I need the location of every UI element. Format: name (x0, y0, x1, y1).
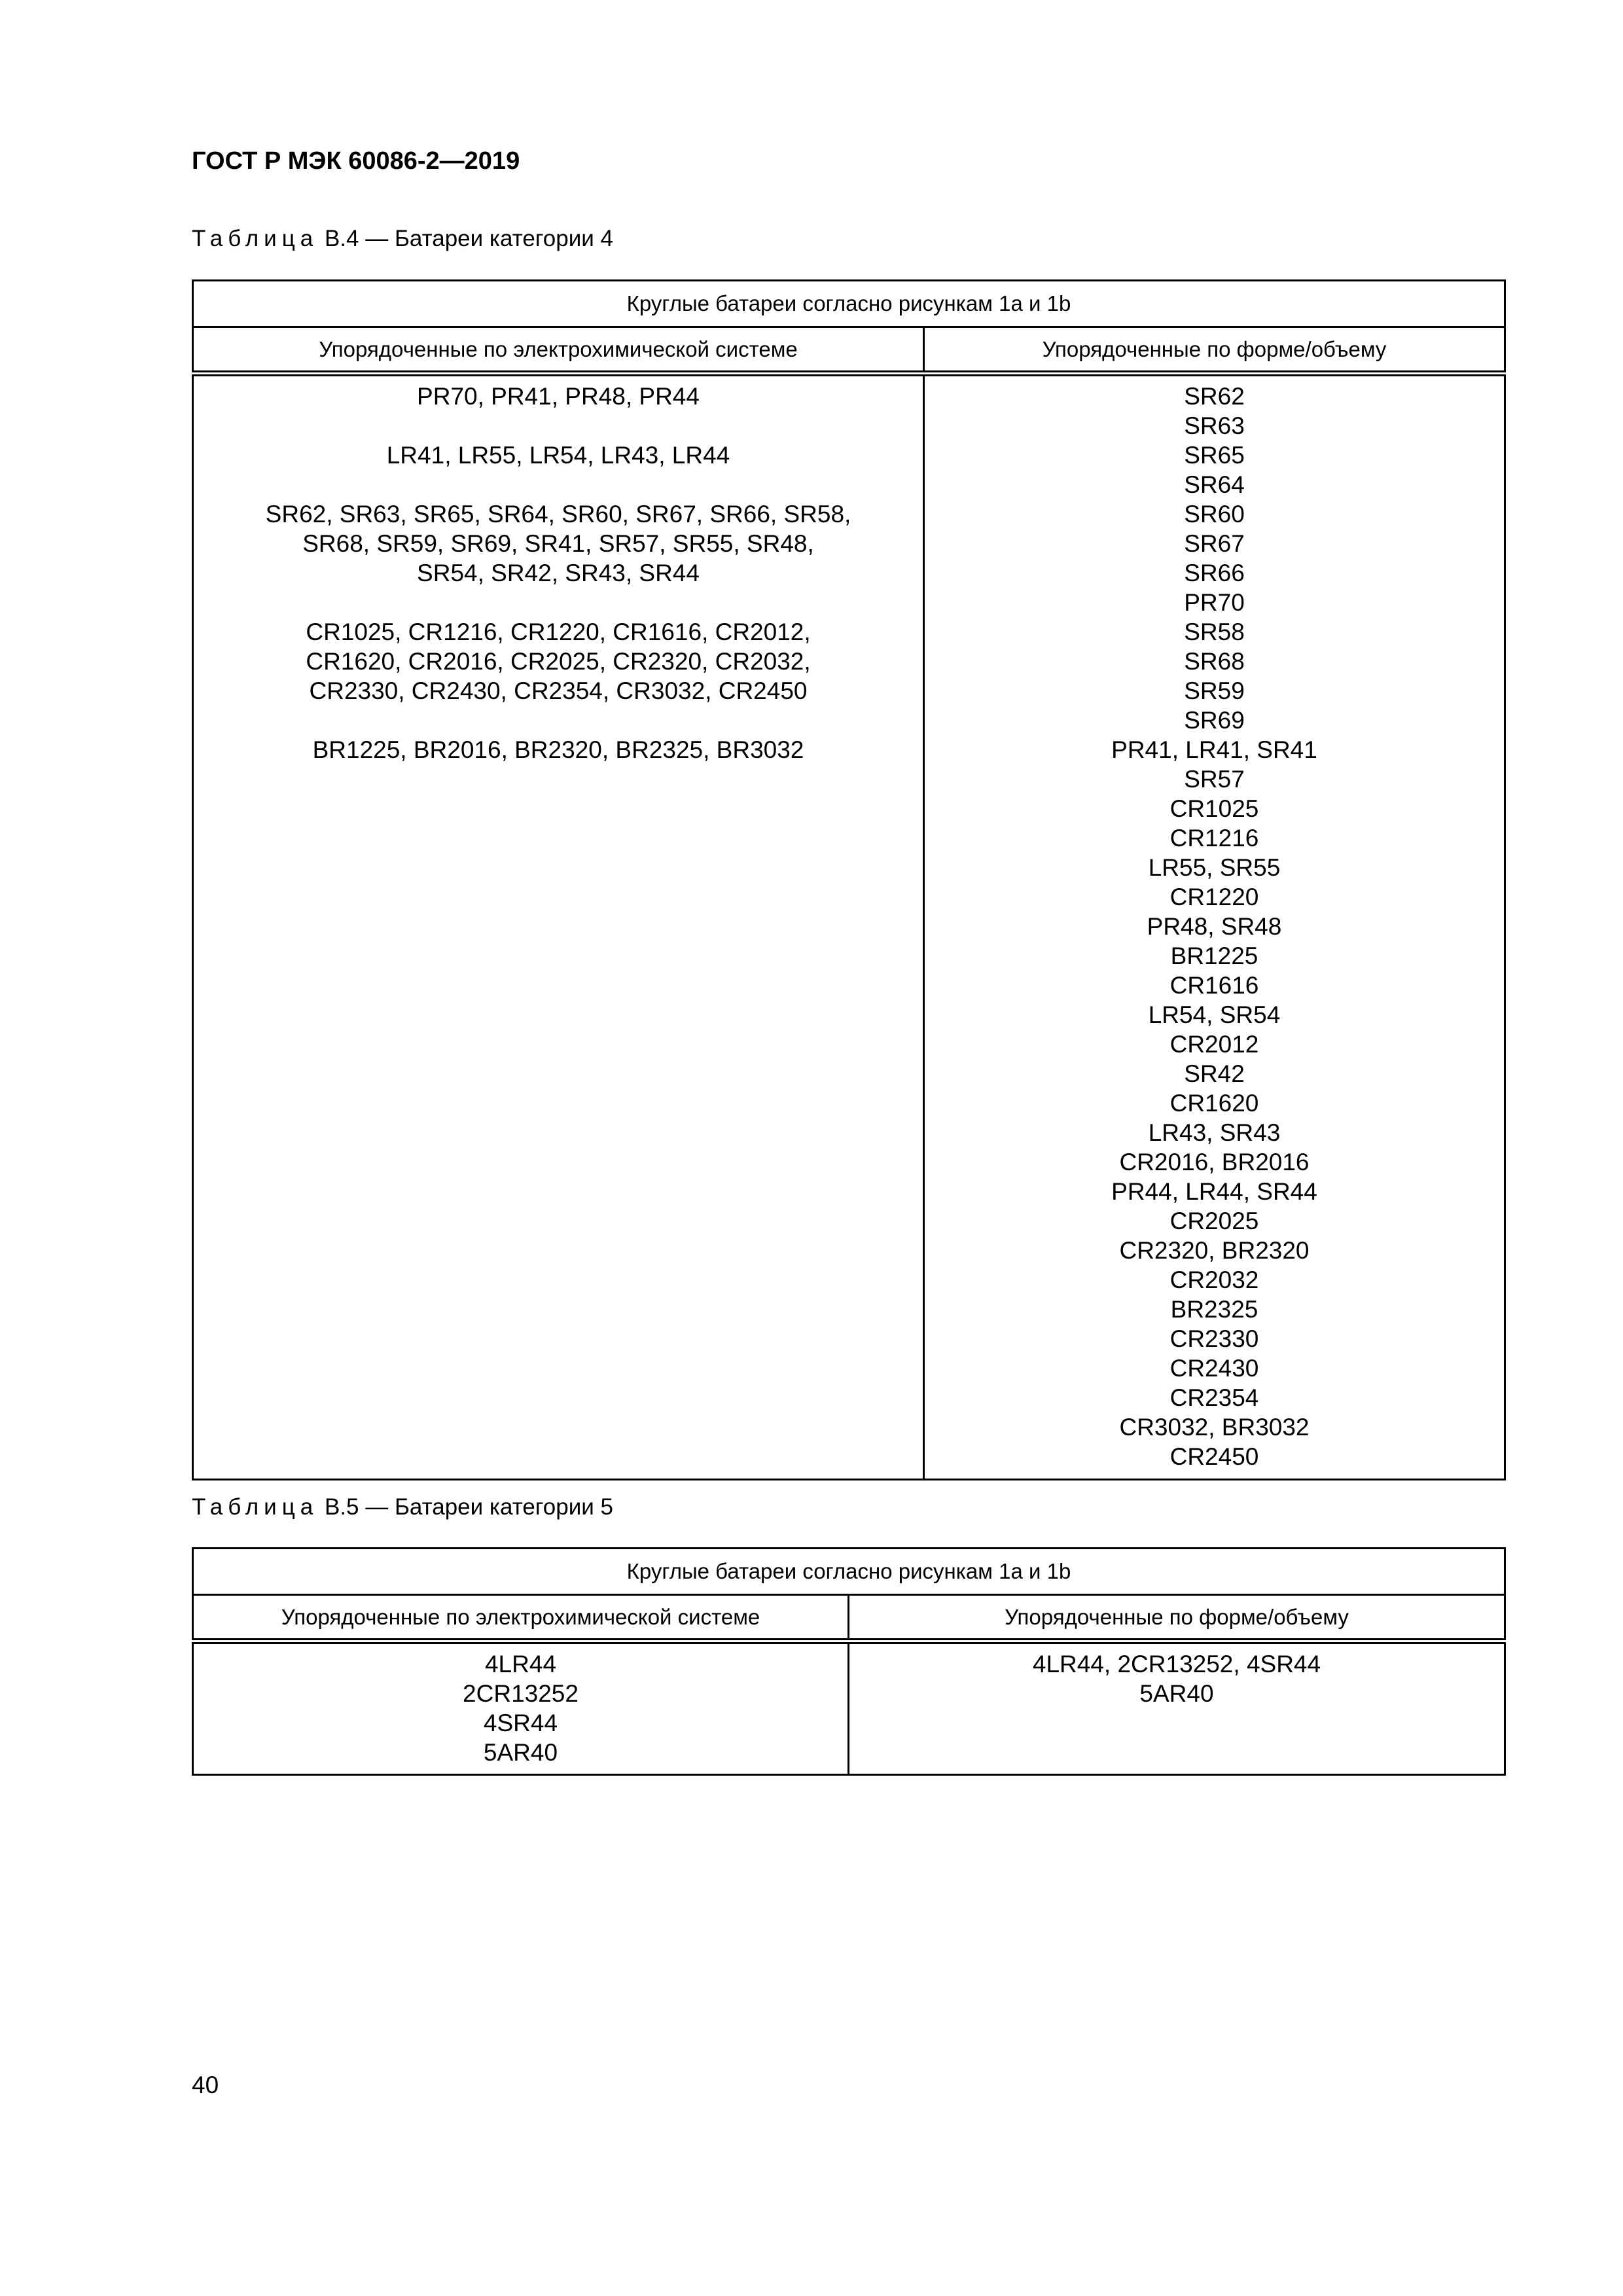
cell-line: SR62 (1184, 383, 1245, 410)
cell-line: CR2430 (1169, 1355, 1259, 1382)
cell-line: 4SR44 (483, 1710, 558, 1736)
table-b4-span-header: Круглые батареи согласно рисункам 1а и 1b (193, 281, 1505, 327)
cell-line: CR2016, BR2016 (1119, 1149, 1310, 1175)
cell-line: SR68 (1184, 648, 1245, 675)
cell-line: SR68, SR59, SR69, SR41, SR57, SR55, SR48, (302, 530, 814, 557)
cell-line: PR70 (1184, 589, 1245, 616)
cell-line: SR58 (1184, 619, 1245, 645)
table-b5-span-header: Круглые батареи согласно рисункам 1а и 1b (193, 1549, 1505, 1595)
table-b4-col2-cell (924, 374, 1505, 1480)
table-b4 (192, 279, 1506, 1480)
cell-line: 5AR40 (483, 1739, 558, 1766)
cell-line: PR44, LR44, SR44 (1111, 1178, 1317, 1205)
cell-line: 4LR44, 2CR13252, 4SR44 (1032, 1651, 1321, 1677)
cell-line: BR1225 (1170, 942, 1258, 969)
cell-line: 4LR44 (484, 1651, 557, 1677)
cell-line: CR2450 (1169, 1443, 1259, 1470)
cell-line: LR43, SR43 (1148, 1119, 1281, 1146)
table-b4-caption (192, 226, 613, 252)
cell-line: CR1220 (1169, 884, 1259, 910)
table-b5-caption-title: В.5 — Батареи категории 5 (318, 1494, 614, 1520)
document-header: ГОСТ Р МЭК 60086-2—2019 (192, 147, 520, 175)
cell-line: CR1025, CR1216, CR1220, CR1616, CR2012, (306, 619, 811, 645)
table-b5-col1-header: Упорядоченные по электрохимической системе (193, 1595, 849, 1641)
cell-line: CR2032 (1169, 1266, 1259, 1293)
table-b5 (192, 1547, 1506, 1776)
cell-line: LR54, SR54 (1148, 1001, 1281, 1028)
cell-line: CR2330 (1169, 1325, 1259, 1352)
table-b5-col2-cell (849, 1641, 1505, 1775)
cell-line: 5AR40 (1139, 1680, 1214, 1707)
cell-line: CR1216 (1169, 825, 1259, 852)
cell-line: CR2354 (1169, 1384, 1259, 1411)
cell-line: SR63 (1184, 412, 1245, 439)
cell-line: PR41, LR41, SR41 (1111, 736, 1317, 763)
cell-line: SR66 (1184, 560, 1245, 586)
table-b4-caption-prefix: Таблица (192, 226, 319, 251)
table-b4-col1-header: Упорядоченные по электрохимической системе (193, 327, 924, 374)
spacer (194, 470, 923, 499)
cell-line: SR69 (1184, 707, 1245, 734)
table-b5-caption-prefix: Таблица (192, 1494, 319, 1520)
spacer (194, 411, 923, 440)
cell-line: PR70, PR41, PR48, PR44 (417, 383, 700, 410)
cell-line: CR1616 (1169, 972, 1259, 999)
cell-line: LR55, SR55 (1148, 854, 1281, 881)
cell-line: CR1620 (1169, 1090, 1259, 1117)
spacer (194, 706, 923, 735)
page-number: 40 (192, 2072, 219, 2098)
cell-line: CR2330, CR2430, CR2354, CR3032, CR2450 (309, 677, 808, 704)
table-b4-caption-title: В.4 — Батареи категории 4 (318, 226, 614, 251)
spacer (194, 588, 923, 617)
cell-line: SR67 (1184, 530, 1245, 557)
cell-line: CR3032, BR3032 (1119, 1414, 1310, 1441)
cell-line: SR59 (1184, 677, 1245, 704)
cell-line: LR41, LR55, LR54, LR43, LR44 (386, 442, 730, 469)
table-b5-caption (192, 1494, 613, 1520)
cell-line: SR57 (1184, 766, 1245, 793)
cell-line: BR2325 (1170, 1296, 1258, 1323)
cell-line: CR1620, CR2016, CR2025, CR2320, CR2032, (306, 648, 811, 675)
cell-line: SR65 (1184, 442, 1245, 469)
cell-line: SR42 (1184, 1060, 1245, 1087)
cell-line: CR2320, BR2320 (1119, 1237, 1310, 1264)
table-b5-col2-header: Упорядоченные по форме/объему (849, 1595, 1505, 1641)
cell-line: SR60 (1184, 501, 1245, 528)
cell-line: CR1025 (1169, 795, 1259, 822)
cell-line: SR62, SR63, SR65, SR64, SR60, SR67, SR66, SR58, (265, 501, 851, 528)
cell-line: SR64 (1184, 471, 1245, 498)
cell-line: PR48, SR48 (1147, 913, 1282, 940)
cell-line: CR2012 (1169, 1031, 1259, 1058)
table-b5-col1-cell (193, 1641, 849, 1775)
cell-line: 2CR13252 (463, 1680, 579, 1707)
cell-line: SR54, SR42, SR43, SR44 (417, 560, 700, 586)
cell-line: BR1225, BR2016, BR2320, BR2325, BR3032 (312, 736, 804, 763)
table-b4-col2-header: Упорядоченные по форме/объему (924, 327, 1505, 374)
cell-line: CR2025 (1169, 1208, 1259, 1234)
table-b4-col1-cell (193, 374, 924, 1480)
